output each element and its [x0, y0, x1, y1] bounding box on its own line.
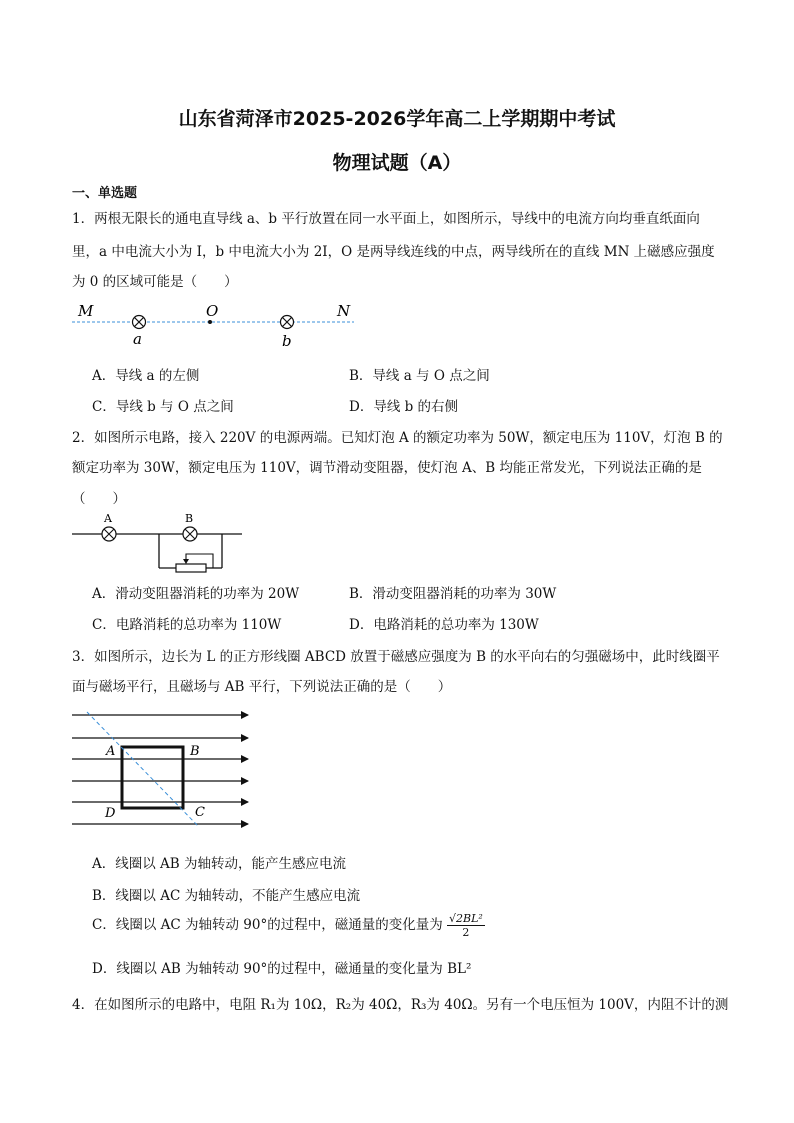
q3-line2: 面与磁场平行，且磁场与 AB 平行，下列说法正确的是（ ） — [72, 679, 452, 695]
q3-option-b[interactable]: B．线圈以 AC 为轴转动，不能产生感应电流 — [92, 888, 361, 904]
q1-option-b[interactable]: B．导线 a 与 O 点之间 — [349, 368, 490, 384]
page-subtitle: 物理试题（A） — [332, 152, 462, 174]
q1-line1: 1．两根无限长的通电直导线 a、b 平行放置在同一水平面上，如图所示，导线中的电流方向均垂直纸面向 — [72, 211, 700, 227]
fraction-numerator: √2BL² — [449, 912, 483, 925]
rheostat-symbol — [176, 564, 206, 572]
label-corner-b: B — [190, 744, 200, 759]
q2-option-d[interactable]: D．电路消耗的总功率为 130W — [349, 617, 539, 633]
q2-option-a[interactable]: A．滑动变阻器消耗的功率为 20W — [92, 586, 300, 602]
q2-circuit-figure — [72, 510, 252, 576]
wire-a-symbol — [133, 316, 146, 329]
coil-abcd — [122, 747, 183, 808]
label-lamp-a: A — [104, 512, 112, 525]
q1-line3: 为 0 的区域可能是（ ） — [72, 274, 238, 290]
label-n: N — [337, 302, 351, 320]
q3-option-c-text: C．线圈以 AC 为轴转动 90°的过程中，磁通量的变化量为 — [92, 917, 443, 933]
section-heading: 一、单选题 — [72, 186, 138, 201]
q1-option-d[interactable]: D．导线 b 的右侧 — [349, 399, 459, 415]
q3-option-a[interactable]: A．线圈以 AB 为轴转动，能产生感应电流 — [92, 856, 347, 872]
q2-option-b[interactable]: B．滑动变阻器消耗的功率为 30W — [349, 586, 557, 602]
q2-line2: 额定功率为 30W，额定电压为 110V，调节滑动变阻器，使灯泡 A、B 均能正常发光，下列说法正确的是 — [72, 460, 702, 476]
label-corner-a: A — [106, 744, 116, 759]
fraction-denominator: 2 — [462, 926, 470, 939]
lamp-b-symbol — [183, 527, 197, 541]
label-m: M — [78, 302, 94, 320]
q2-line3: （ ） — [72, 491, 126, 507]
q3-option-c-fraction — [447, 912, 485, 939]
q1-line2: 里，a 中电流大小为 I，b 中电流大小为 2I，O 是两导线连线的中点，两导线所在的直线 MN 上磁感应强度 — [72, 244, 715, 260]
q3-option-d[interactable]: D．线圈以 AB 为轴转动 90°的过程中，磁通量的变化量为 BL² — [92, 961, 472, 977]
q3-figure — [72, 705, 257, 835]
q3-option-c[interactable] — [92, 912, 485, 939]
q2-option-c[interactable]: C．电路消耗的总功率为 110W — [92, 617, 282, 633]
label-corner-c: C — [195, 805, 205, 820]
q1-option-a[interactable]: A．导线 a 的左侧 — [92, 368, 200, 384]
page-title: 山东省菏泽市2025-2026学年高二上学期期中考试 — [178, 108, 616, 130]
q1-figure — [72, 300, 362, 350]
label-o: O — [206, 302, 219, 320]
point-o — [208, 320, 212, 324]
q1-option-c[interactable]: C．导线 b 与 O 点之间 — [92, 399, 234, 415]
wire-b-symbol — [281, 316, 294, 329]
q3-line1: 3．如图所示，边长为 L 的正方形线圈 ABCD 放置于磁感应强度为 B 的水平向右的匀强磁场中，此时线圈平 — [72, 649, 720, 665]
q2-line1: 2．如图所示电路，接入 220V 的电源两端。已知灯泡 A 的额定功率为 50W，额定电压为 110V，灯泡 B 的 — [72, 430, 723, 446]
label-corner-d: D — [105, 806, 116, 821]
q4-line1: 4．在如图所示的电路中，电阻 R₁为 10Ω，R₂为 40Ω，R₃为 40Ω。另有一个电压恒为 100V，内阻不计的测 — [72, 997, 729, 1013]
lamp-a-symbol — [102, 527, 116, 541]
label-a: a — [133, 330, 142, 348]
label-b: b — [282, 332, 292, 350]
label-lamp-b: B — [185, 512, 194, 525]
